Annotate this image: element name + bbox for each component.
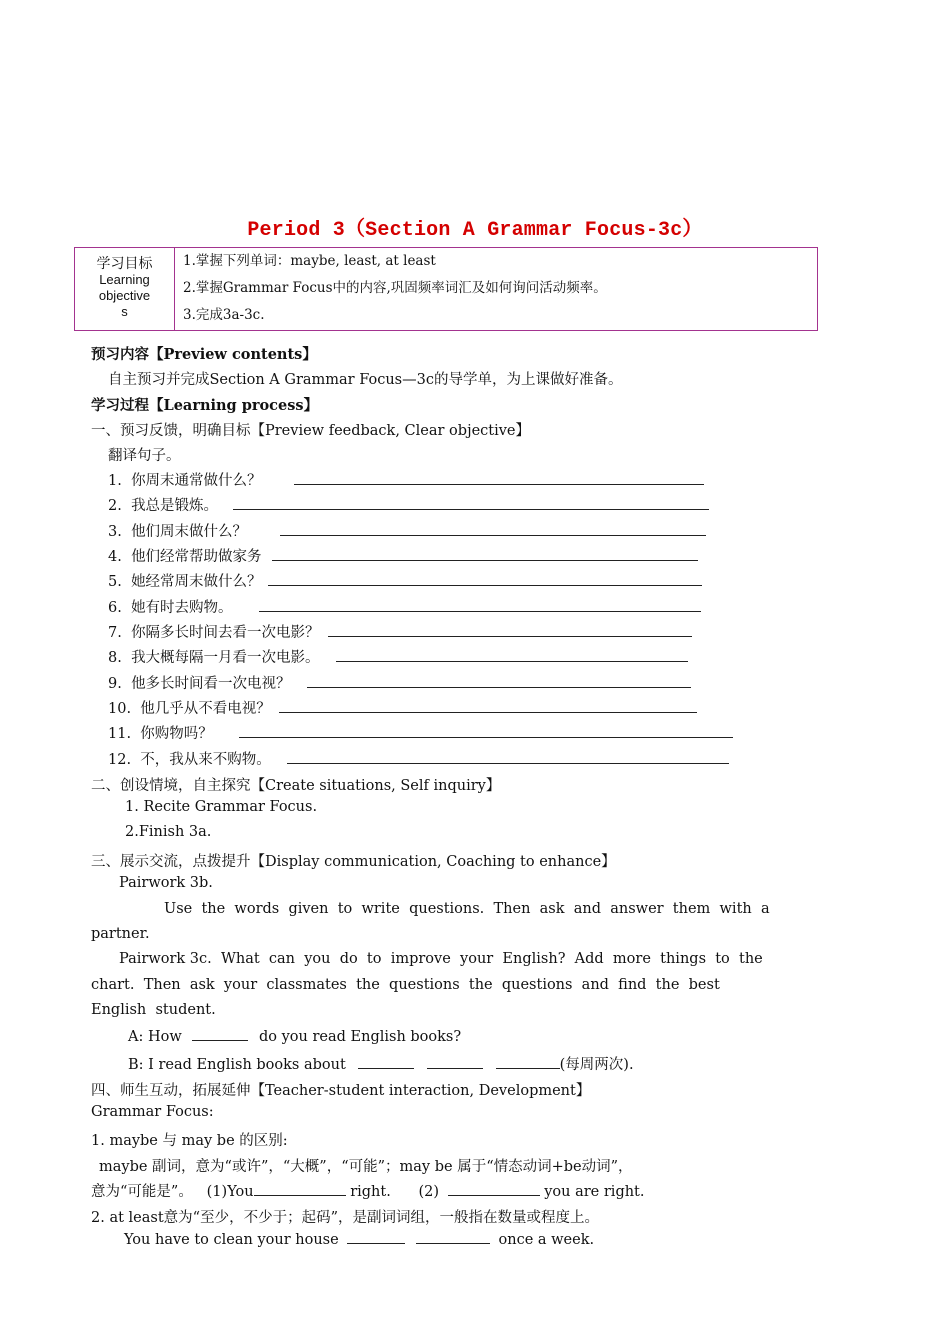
question-number: 2. xyxy=(108,498,122,514)
answer-blank[interactable] xyxy=(272,548,698,561)
answer-blank[interactable] xyxy=(496,1056,560,1069)
answer-blank[interactable] xyxy=(427,1056,483,1069)
grammar-point-1-text: maybe 副词，意为“或许”，“大概”，“可能”；may be 属于“情态动词+be动词”， xyxy=(99,1159,633,1175)
question-text: 我总是锻炼。 xyxy=(131,498,219,514)
question-text: 你周末通常做什么？ xyxy=(131,473,262,489)
answer-blank[interactable] xyxy=(287,751,729,764)
question-1 xyxy=(108,469,704,490)
pairwork-3b-text: partner. xyxy=(91,926,150,942)
question-6 xyxy=(108,596,701,617)
answer-blank[interactable] xyxy=(448,1183,540,1196)
answer-blank[interactable] xyxy=(259,599,701,612)
question-3 xyxy=(108,520,706,541)
answer-blank[interactable] xyxy=(280,523,706,536)
question-8 xyxy=(108,646,688,667)
answer-blank[interactable] xyxy=(279,700,697,713)
question-number: 7. xyxy=(108,625,122,641)
answer-blank[interactable] xyxy=(328,624,692,637)
question-number: 9. xyxy=(108,676,122,692)
pairwork-3c-text: chart. Then ask your classmates the questions the questions and find the best xyxy=(91,977,720,993)
answer-blank[interactable] xyxy=(416,1231,490,1244)
objectives-label-en-2: objective xyxy=(98,288,151,303)
pairwork-3c-text: English student. xyxy=(91,1002,216,1018)
pairwork-3b: Pairwork 3b. xyxy=(119,875,213,891)
question-10 xyxy=(108,697,697,718)
part2-heading: 二、创设情境，自主探究【Create situations, Self inquiry】 xyxy=(91,778,501,794)
question-number: 5. xyxy=(108,574,122,590)
question-number: 12. xyxy=(108,752,132,768)
question-number: 1. xyxy=(108,473,122,489)
objective-item: 3.完成3a-3c. xyxy=(183,307,265,323)
question-text: 你购物吗？ xyxy=(140,726,213,742)
question-text: 她经常周末做什么？ xyxy=(131,574,262,590)
objectives-items xyxy=(183,250,607,331)
objectives-label-cn: 学习目标 xyxy=(96,256,153,272)
question-number: 4. xyxy=(108,549,122,565)
objectives-label-en-1: Learning xyxy=(99,272,150,287)
dialog-a-prefix: A: How xyxy=(128,1029,182,1045)
question-text: 你隔多长时间去看一次电影？ xyxy=(131,625,320,641)
part1-heading: 一、预习反馈，明确目标【Preview feedback, Clear objective】 xyxy=(91,423,531,439)
question-text: 他几乎从不看电视？ xyxy=(140,701,271,717)
pairwork-3b-text: Use the words given to write questions. Then ask and answer them with a xyxy=(164,901,770,917)
grammar-point-1-exercise xyxy=(91,1180,645,1201)
grammar-focus-label: Grammar Focus: xyxy=(91,1104,214,1120)
page-title: Period 3（Section A Grammar Focus-3c） xyxy=(247,219,703,242)
dialog-b-prefix: B: I read English books about xyxy=(128,1057,346,1073)
part2-item: 2.Finish 3a. xyxy=(125,824,212,840)
question-text: 他多长时间看一次电视？ xyxy=(131,676,291,692)
answer-blank[interactable] xyxy=(268,573,702,586)
objectives-label-en-3: s xyxy=(121,304,128,319)
grammar-point-2: 2. at least意为“至少，不少于；起码”，是副词词组，一般指在数量或程度上。 xyxy=(91,1210,599,1226)
exercise-suffix: once a week. xyxy=(498,1232,595,1248)
question-text: 不，我从来不购物。 xyxy=(140,752,271,768)
part4-heading: 四、师生互动，拓展延伸【Teacher-student interaction, Development】 xyxy=(91,1083,591,1099)
grammar-point-2-exercise xyxy=(124,1231,594,1248)
question-4 xyxy=(108,545,698,566)
question-number: 8. xyxy=(108,650,122,666)
question-9 xyxy=(108,672,691,693)
answer-blank[interactable] xyxy=(192,1028,248,1041)
answer-blank[interactable] xyxy=(233,497,709,510)
part2-item: 1. Recite Grammar Focus. xyxy=(125,799,318,815)
question-11 xyxy=(108,722,733,743)
answer-blank[interactable] xyxy=(336,649,688,662)
exercise-prefix: You have to clean your house xyxy=(124,1232,339,1248)
dialog-a-suffix: do you read English books? xyxy=(258,1029,462,1045)
question-text: 我大概每隔一月看一次电影。 xyxy=(131,650,320,666)
answer-blank[interactable] xyxy=(239,725,733,738)
question-number: 3. xyxy=(108,524,122,540)
exercise-prefix: 意为“可能是”。 (1)You xyxy=(91,1184,254,1200)
part3-heading: 三、展示交流，点拨提升【Display communication, Coaching to enhance】 xyxy=(91,854,616,870)
question-number: 11. xyxy=(108,726,132,742)
answer-blank[interactable] xyxy=(358,1056,414,1069)
dialog-a xyxy=(128,1028,461,1045)
question-12 xyxy=(108,748,729,769)
question-5 xyxy=(108,570,702,591)
answer-blank[interactable] xyxy=(307,675,691,688)
question-text: 她有时去购物。 xyxy=(131,600,233,616)
answer-blank[interactable] xyxy=(294,472,704,485)
question-text: 他们周末做什么？ xyxy=(131,524,248,540)
objectives-label xyxy=(75,248,175,330)
question-number: 10. xyxy=(108,701,132,717)
exercise-middle: right. (2) xyxy=(350,1184,440,1200)
answer-blank[interactable] xyxy=(254,1183,346,1196)
part1-sub: 翻译句子。 xyxy=(108,448,181,464)
objective-item: 1.掌握下列单词：maybe, least, at least xyxy=(183,253,436,269)
dialog-b-suffix: (每周两次). xyxy=(559,1057,634,1073)
question-2 xyxy=(108,494,709,515)
question-7 xyxy=(108,621,692,642)
preview-text: 自主预习并完成Section A Grammar Focus—3c的导学单，为上课做好准备。 xyxy=(108,372,623,388)
objective-item: 2.掌握Grammar Focus中的内容,巩固频率词汇及如何询问活动频率。 xyxy=(183,280,607,296)
question-number: 6. xyxy=(108,600,122,616)
question-text: 他们经常帮助做家务 xyxy=(131,549,262,565)
pairwork-3c-text: Pairwork 3c. What can you do to improve your English? Add more things to the xyxy=(119,951,763,967)
grammar-point-1: 1. maybe 与 may be 的区别: xyxy=(91,1133,288,1149)
preview-heading: 预习内容【Preview contents】 xyxy=(91,346,317,363)
exercise-suffix: you are right. xyxy=(544,1184,645,1200)
objectives-table xyxy=(74,247,818,331)
dialog-b xyxy=(128,1053,634,1074)
process-heading: 学习过程【Learning process】 xyxy=(91,397,319,414)
answer-blank[interactable] xyxy=(347,1231,405,1244)
